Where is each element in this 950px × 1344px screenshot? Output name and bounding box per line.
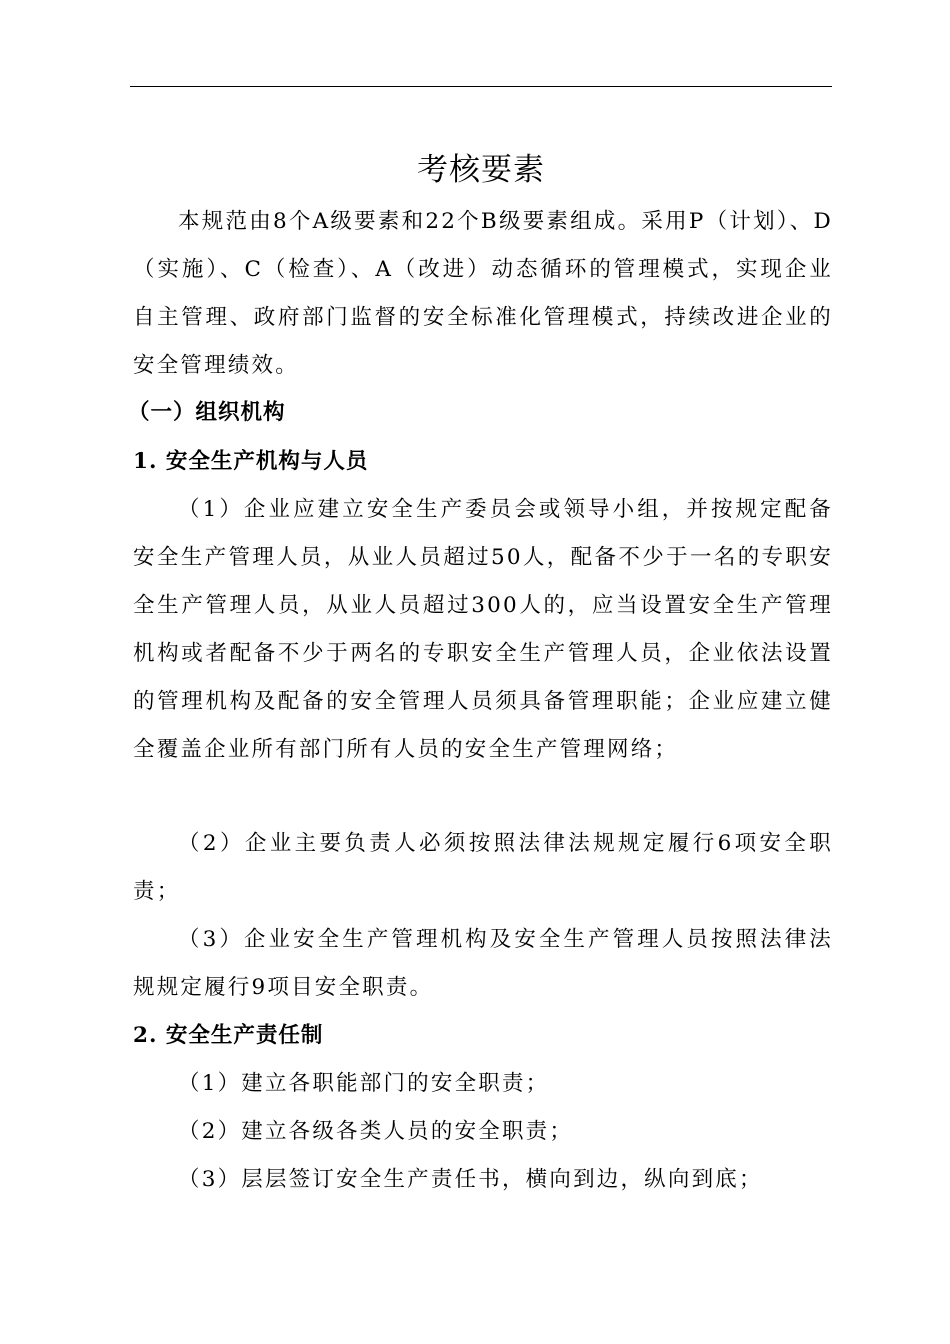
paragraph-item-2-1: （1）建立各职能部门的安全职责；: [178, 1071, 550, 1096]
paragraph-item-1-3: （3）企业安全生产管理机构及安全生产管理人员按照法律法规规定履行9项目安全职责。: [133, 927, 833, 1000]
paragraph-item-1-1: （1）企业应建立安全生产委员会或领导小组，并按规定配备安全生产管理人员，从业人员超过50人，配备不少于一名的专职安全生产管理人员，从业人员超过300人的，应当设置安全生产管理机构或者配备不少于两名的专职安全生产管理人员，企业依法设置的管理机构及配备的安全管理人员须具备管理职能；企业应建立健全覆盖企业所有部门所有人员的安全生产管理网络；: [133, 497, 833, 762]
subsection-heading-responsibility: 2. 安全生产责任制: [133, 1023, 324, 1048]
paragraph-item-2-3: （3）层层签订安全生产责任书，横向到边，纵向到底；: [178, 1167, 763, 1192]
paragraph-item-2-2: （2）建立各级各类人员的安全职责；: [178, 1119, 574, 1144]
intro-paragraph: 本规范由8个A级要素和22个B级要素组成。采用P（计划）、D（实施）、C（检查）、A（改进）动态循环的管理模式，实现企业自主管理、政府部门监督的安全标准化管理模式，持续改进企业的安全管理绩效。: [133, 209, 833, 378]
subsection-heading-safety-staff: 1. 安全生产机构与人员: [133, 449, 369, 474]
section-heading-organization: （一）组织机构: [128, 400, 286, 425]
header-rule: [130, 86, 832, 87]
page-title: 考核要素: [417, 152, 545, 188]
paragraph-item-1-2: （2）企业主要负责人必须按照法律法规规定履行6项安全职责；: [133, 831, 833, 904]
